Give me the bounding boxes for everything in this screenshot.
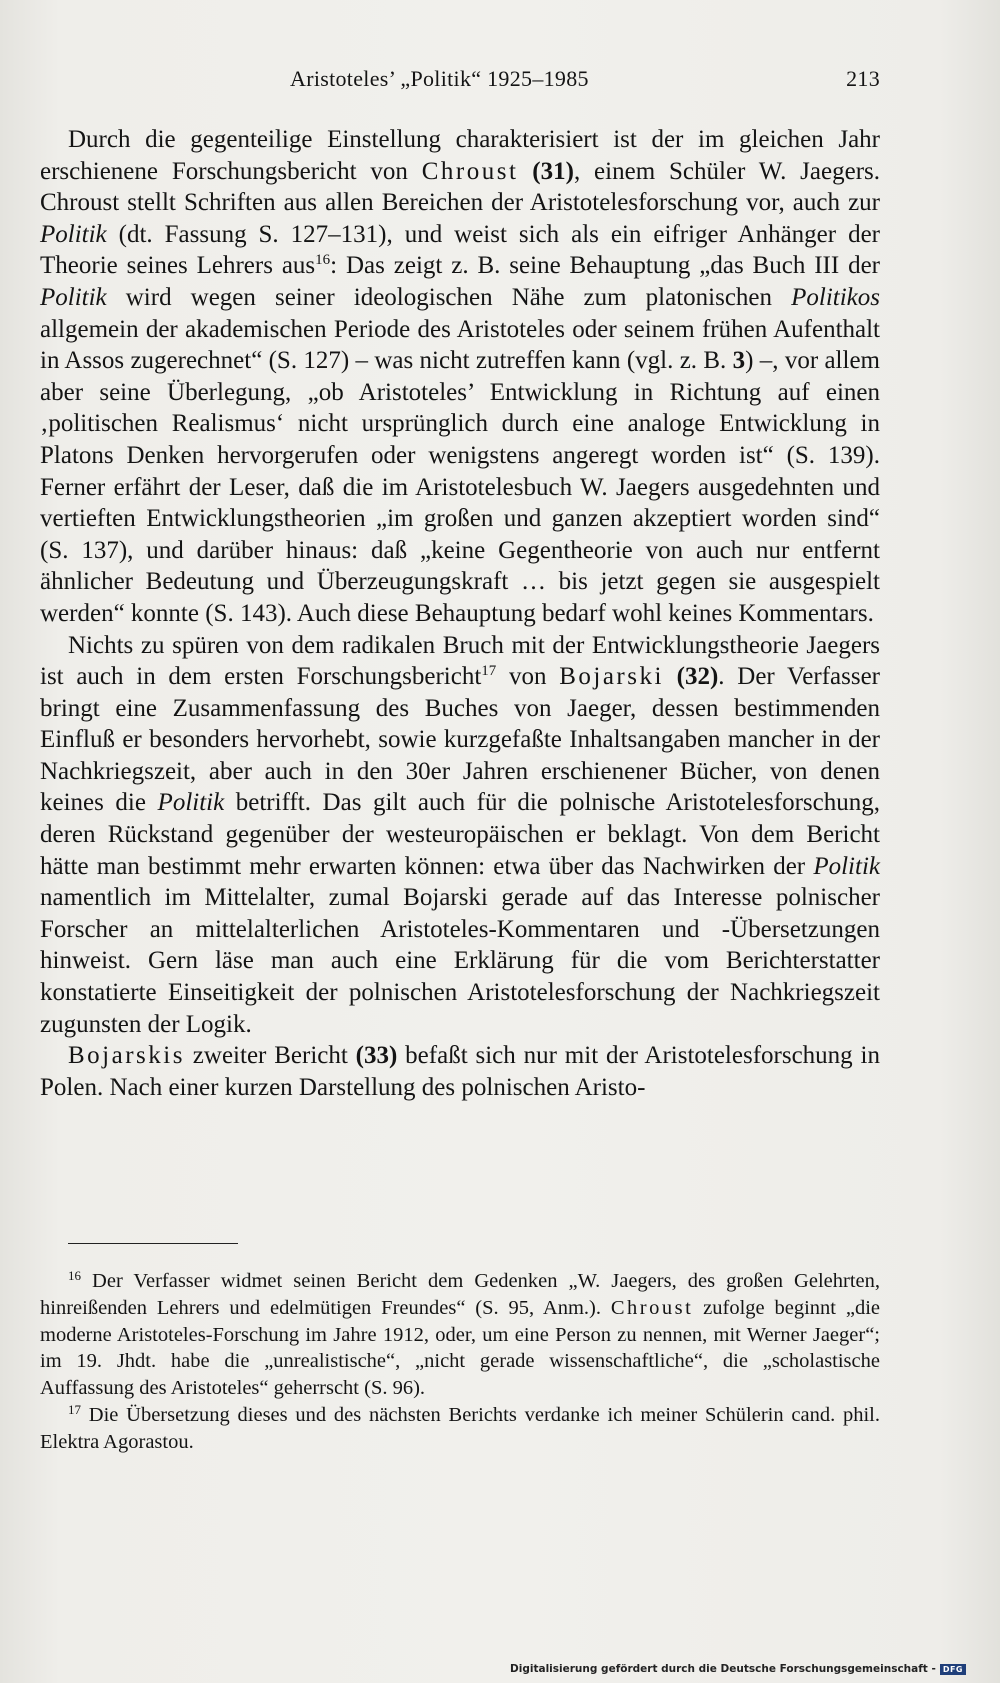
digitization-text: Digitalisierung gefördert durch die Deutsche Forschungsgemeinschaft - — [510, 1663, 936, 1675]
page-header — [40, 66, 880, 100]
text-run: (dt. Fassung S. 127–131), und weist sich als ein eifriger Anhänger der Theorie seines Lehrers aus — [40, 220, 880, 280]
title-politik: Politik — [157, 789, 225, 817]
text-run: Nichts zu spüren von dem radikalen Bruch mit der Entwicklungstheorie Jaegers ist auch in dem ersten Forschungsbericht — [40, 631, 880, 691]
text-run: Der Verfasser widmet seinen Bericht dem Gedenken „W. Jaegers, des großen Gelehrten, hinreißenden Lehrers und edelmütigen Freundes“ (S. 95, Anm.). — [40, 1270, 880, 1319]
author-name-chroust: Chroust — [610, 1296, 694, 1319]
author-name-bojarski: Bojarski — [559, 663, 664, 691]
text-run: zweiter Bericht — [184, 1042, 356, 1070]
footnote-number-16: 16 — [68, 1268, 81, 1283]
text-run: : Das zeigt z. B. seine Behauptung „das Buch III der — [330, 252, 881, 280]
text-run: namentlich im Mittelalter, zumal Bojarski gerade auf das Interesse polnischer Forscher an mittelalterlichen Aristoteles-Kommentaren und -Übersetzungen hinweist. Gern läse man auch eine Erklärung für die vom Berichterstatter konstatierte Einseitigkeit der polnischen Aristotelesforschung der Nachkriegszeit zugunsten der Logik. — [40, 884, 880, 1038]
text-run: wird wegen seiner ideologischen Nähe zum platonischen — [106, 283, 792, 311]
title-politik: Politik — [40, 283, 107, 311]
paragraph-3 — [40, 1040, 880, 1103]
text-run: , einem Schüler W. Jaegers. Chroust stellt Schriften aus allen Bereichen der Aristotelesforschung vor, auch zur — [40, 157, 880, 217]
running-title: Aristoteles’ „Politik“ 1925–1985 — [290, 66, 589, 91]
title-politik: Politik — [813, 852, 880, 880]
author-name-chroust: Chroust — [421, 157, 519, 185]
page-number: 213 — [846, 66, 880, 91]
footnote-separator — [68, 1243, 238, 1244]
digitization-credit — [510, 1663, 966, 1675]
title-politikos: Politikos — [791, 283, 880, 311]
text-run: zufolge beginnt „die moderne Aristoteles-Forschung im Jahre 1912, oder, um eine Person zu nennen, mit Werner Jaeger“; im 19. Jhdt. habe die „unrealistische“, „nicht gerade wissenschaftliche“, die „scholastische Auffassung des Aristoteles“ geherrscht (S. 96). — [40, 1296, 880, 1400]
text-run: von — [496, 663, 560, 691]
text-run: ) –, vor allem aber seine Überlegung, „ob Aristoteles’ Entwicklung in Richtung auf einen ‚politischen Realismus‘ nicht ursprünglich durch eine analoge Entwicklung in Platons Denken hervorgerufen oder wenigstens angeregt worden ist“ (S. 139). Ferner erfährt der Leser, daß die im Aristotelesbuch W. Jaegers ausgedehnten und vertieften Entwicklungstheorien „im großen und ganzen akzeptiert worden sind“ (S. 137), und darüber hinaus: daß „keine Gegentheorie von auch nur entfernt ähnlicher Bedeutung und Überzeugungskraft … bis jetzt gegen sie ausgespielt werden“ konnte (S. 143). Auch diese Behauptung bedarf wohl keines Kommentars. — [40, 347, 880, 627]
paragraph-2 — [40, 630, 880, 1041]
text-run: . Der Verfasser bringt eine Zusammenfassung des Buches von Jaeger, dessen bestimmenden Einfluß er besonders hervorhebt, sowie kurzgefaßte Inhaltsangaben mancher in der Nachkriegszeit, aber auch in den 30er Jahren erschienener Bücher, von denen keines die — [40, 663, 881, 817]
text-run: Durch die gegenteilige Einstellung charakterisiert ist der im gleichen Jahr erschienene Forschungsbericht von — [40, 126, 880, 185]
reference-32: (32) — [676, 663, 719, 691]
footnote-marker-17: 17 — [481, 663, 497, 680]
paragraph-1 — [40, 124, 880, 630]
text-run: betrifft. Das gilt auch für die polnische Aristotelesforschung, deren Rückstand gegenüber der westeuropäischen er beklagt. Von dem Bericht hätte man bestimmt mehr erwarten können: etwa über das Nachwirken der — [40, 789, 880, 880]
footnote-17 — [40, 1402, 880, 1456]
title-politik: Politik — [40, 220, 107, 248]
footnote-marker-16: 16 — [315, 252, 331, 269]
reference-33: (33) — [355, 1042, 398, 1070]
main-text — [40, 124, 880, 1103]
reference-3: 3 — [732, 347, 746, 375]
footnote-number-17: 17 — [68, 1401, 81, 1417]
text-run: Die Übersetzung dieses und des nächsten Berichts verdanke ich meiner Schülerin cand. phil. Elektra Agorastou. — [40, 1403, 880, 1453]
text-run: allgemein der akademischen Periode des Aristoteles oder seinem frühen Aufenthalt in Assos zugerechnet“ (S. 127) – was nicht zutreffen kann (vgl. z. B. — [40, 315, 880, 375]
author-name-bojarskis: Bojarskis — [68, 1042, 185, 1070]
text-run: befaßt sich nur mit der Aristotelesforschung in Polen. Nach einer kurzen Darstellung des polnischen Aristo- — [40, 1042, 880, 1101]
dfg-logo: DFG — [940, 1664, 966, 1675]
footnote-16 — [40, 1268, 880, 1402]
footnotes — [40, 1268, 880, 1456]
reference-31: (31) — [532, 157, 574, 185]
